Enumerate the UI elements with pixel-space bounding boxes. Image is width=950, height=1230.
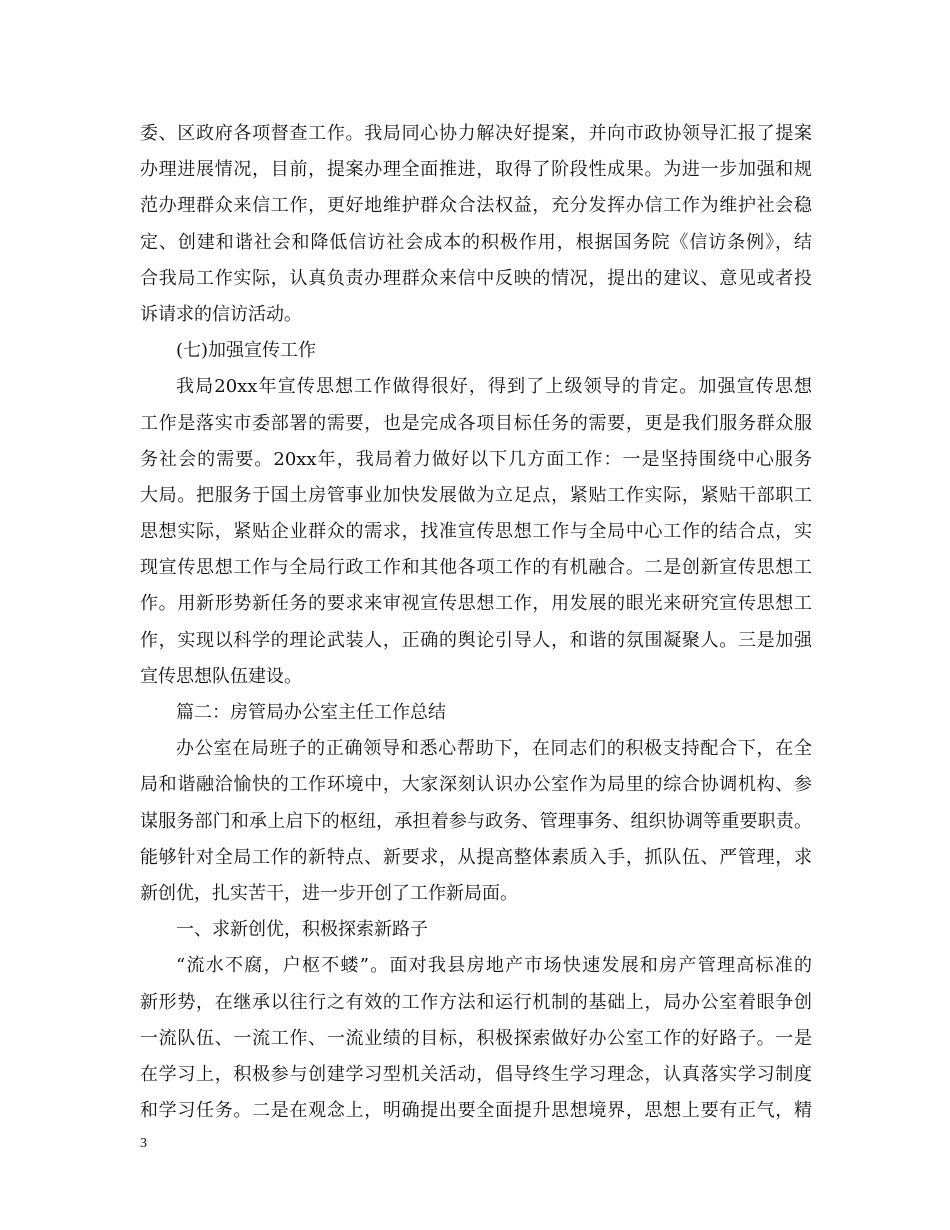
text-line: 诉请求的信访活动。 xyxy=(140,303,302,325)
text-line: 作，实现以科学的理论武装人，正确的舆论引导人，和谐的氛围凝聚人。三是加强 xyxy=(140,629,812,651)
text-line: 能够针对全局工作的新特点、新要求，从提高整体素质入手，抓队伍、严管理，求 xyxy=(140,846,812,868)
text-line: 篇二：房管局办公室主任工作总结 xyxy=(176,702,446,723)
text-line: 新形势，在继承以往行之有效的工作方法和运行机制的基础上，局办公室着眼争创 xyxy=(140,991,812,1013)
text-line: 新创优，扎实苦干，进一步开创了工作新局面。 xyxy=(140,882,518,904)
text-line: 一流队伍、一流工作、一流业绩的目标，积极探索做好办公室工作的好路子。一是 xyxy=(140,1027,812,1049)
text-line: 大局。把服务于国土房管事业加快发展做为立足点，紧贴工作实际，紧贴干部职工 xyxy=(140,484,812,506)
text-line: 局和谐融洽愉快的工作环境中，大家深刻认识办公室作为局里的综合协调机构、参 xyxy=(140,774,812,796)
text-line: 范办理群众来信工作，更好地维护群众合法权益，充分发挥办信工作为维护社会稳 xyxy=(140,195,812,217)
text-line: 思想实际，紧贴企业群众的需求，找准宣传思想工作与全局中心工作的结合点，实 xyxy=(140,521,812,543)
text-line: 办公室在局班子的正确领导和悉心帮助下，在同志们的积极支持配合下，在全 xyxy=(176,738,812,760)
text-line: (七)加强宣传工作 xyxy=(176,340,317,362)
text-line: 在学习上，积极参与创建学习型机关活动，倡导终生学习理念，认真落实学习制度 xyxy=(140,1063,812,1085)
text-line: 务社会的需要。20xx年，我局着力做好以下几方面工作：一是坚持围绕中心服务 xyxy=(140,448,812,470)
text-line: 和学习任务。二是在观念上，明确提出要全面提升思想境界，思想上要有正气，精 xyxy=(140,1100,812,1122)
text-line: 现宣传思想工作与全局行政工作和其他各项工作的有机融合。二是创新宣传思想工 xyxy=(140,557,812,579)
text-line: 委、区政府各项督查工作。我局同心协力解决好提案，并向市政协领导汇报了提案 xyxy=(140,123,812,144)
text-line: 我局20xx年宣传思想工作做得很好，得到了上级领导的肯定。加强宣传思想 xyxy=(176,376,812,398)
text-line: 宣传思想队伍建设。 xyxy=(140,665,302,687)
text-line: 定、创建和谐社会和降低信访社会成本的积极作用，根据国务院《信访条例》，结 xyxy=(140,231,812,253)
text-line: 一、求新创优，积极探索新路子 xyxy=(176,919,428,941)
text-line: 谋服务部门和承上启下的枢纽，承担着参与政务、管理事务、组织协调等重要职责。 xyxy=(140,810,812,832)
text-line: 办理进展情况，目前，提案办理全面推进，取得了阶段性成果。为进一步加强和规 xyxy=(140,159,812,181)
text-line: 工作是落实市委部署的需要，也是完成各项目标任务的需要，更是我们服务群众服 xyxy=(140,412,812,434)
text-line: 合我局工作实际，认真负责办理群众来信中反映的情况，提出的建议、意见或者投 xyxy=(140,267,812,289)
page-number: 3 xyxy=(140,1136,147,1151)
document-body xyxy=(140,116,812,1129)
text-line: “流水不腐，户枢不蝼”。面对我县房地产市场快速发展和房产管理高标准的 xyxy=(176,955,812,977)
text-line: 作。用新形势新任务的要求来审视宣传思想工作，用发展的眼光来研究宣传思想工 xyxy=(140,593,812,615)
